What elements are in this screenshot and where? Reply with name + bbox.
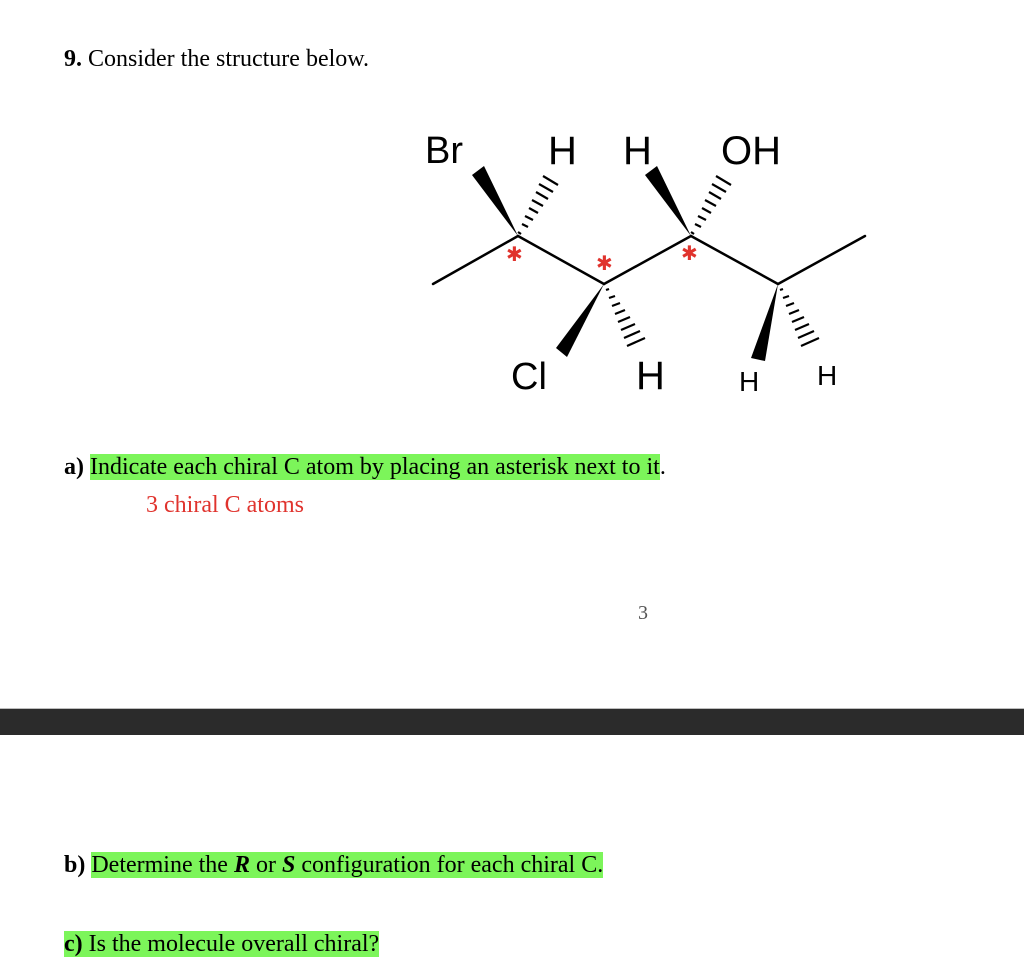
- part-a-text: Indicate each chiral C atom by placing an asterisk next to it: [90, 454, 660, 480]
- question-text: Consider the structure below.: [88, 46, 370, 72]
- atom-label-br: Br: [425, 130, 463, 172]
- question-part-c: [64, 929, 379, 959]
- part-b-text-before: Determine the: [91, 852, 234, 878]
- bond-c2-c3: [518, 236, 604, 284]
- hash-bond-h1: [518, 176, 558, 234]
- bond-c5-c6: [778, 236, 865, 284]
- bond-c3-c4: [604, 236, 691, 284]
- atom-label-h-bottom-1: H: [636, 354, 665, 398]
- part-a-highlighted-text: [90, 454, 660, 480]
- part-b-or: or: [249, 852, 282, 878]
- wedge-bond-h2: [645, 166, 691, 236]
- part-b-highlighted-text: [91, 852, 603, 878]
- chiral-asterisk-c4: ✱: [681, 243, 698, 265]
- hash-bond-h3: [606, 289, 645, 346]
- part-a-letter: a): [64, 454, 84, 480]
- hash-bond-h5: [780, 289, 819, 346]
- question-part-b: [64, 850, 603, 880]
- part-a-period: .: [659, 454, 666, 480]
- atom-label-h-bottom-2: H: [739, 366, 760, 397]
- atom-label-h-top-2: H: [623, 129, 652, 173]
- page-break-bar: [0, 708, 1024, 735]
- bond-c4-c5: [691, 236, 778, 284]
- wedge-bond-br: [472, 166, 518, 236]
- molecule-structure: [0, 0, 1024, 420]
- part-c-letter: c): [64, 931, 83, 957]
- page-number: 3: [638, 602, 648, 624]
- chiral-asterisk-c3: ✱: [596, 253, 613, 275]
- part-b-r: R: [233, 852, 250, 878]
- atom-label-cl: Cl: [511, 356, 547, 398]
- part-b-letter: b): [64, 852, 86, 878]
- part-b-text-after: configuration for each chiral C.: [295, 852, 604, 878]
- chiral-asterisk-c2: ✱: [506, 244, 523, 266]
- atom-label-h-top-1: H: [548, 129, 577, 173]
- carbon-backbone: [433, 236, 865, 284]
- atom-label-h-bottom-3: H: [817, 360, 838, 391]
- atom-label-oh: OH: [721, 129, 781, 173]
- part-b-s: S: [281, 852, 296, 878]
- question-part-a: [64, 452, 666, 482]
- wedge-bond-h4: [751, 284, 778, 361]
- wedge-bond-cl: [556, 284, 604, 357]
- hash-bond-oh: [691, 176, 731, 234]
- part-c-text: Is the molecule overall chiral?: [88, 931, 380, 957]
- part-a-answer: 3 chiral C atoms: [146, 492, 304, 518]
- question-number: 9.: [64, 46, 82, 72]
- part-c-highlighted-text: [64, 931, 379, 957]
